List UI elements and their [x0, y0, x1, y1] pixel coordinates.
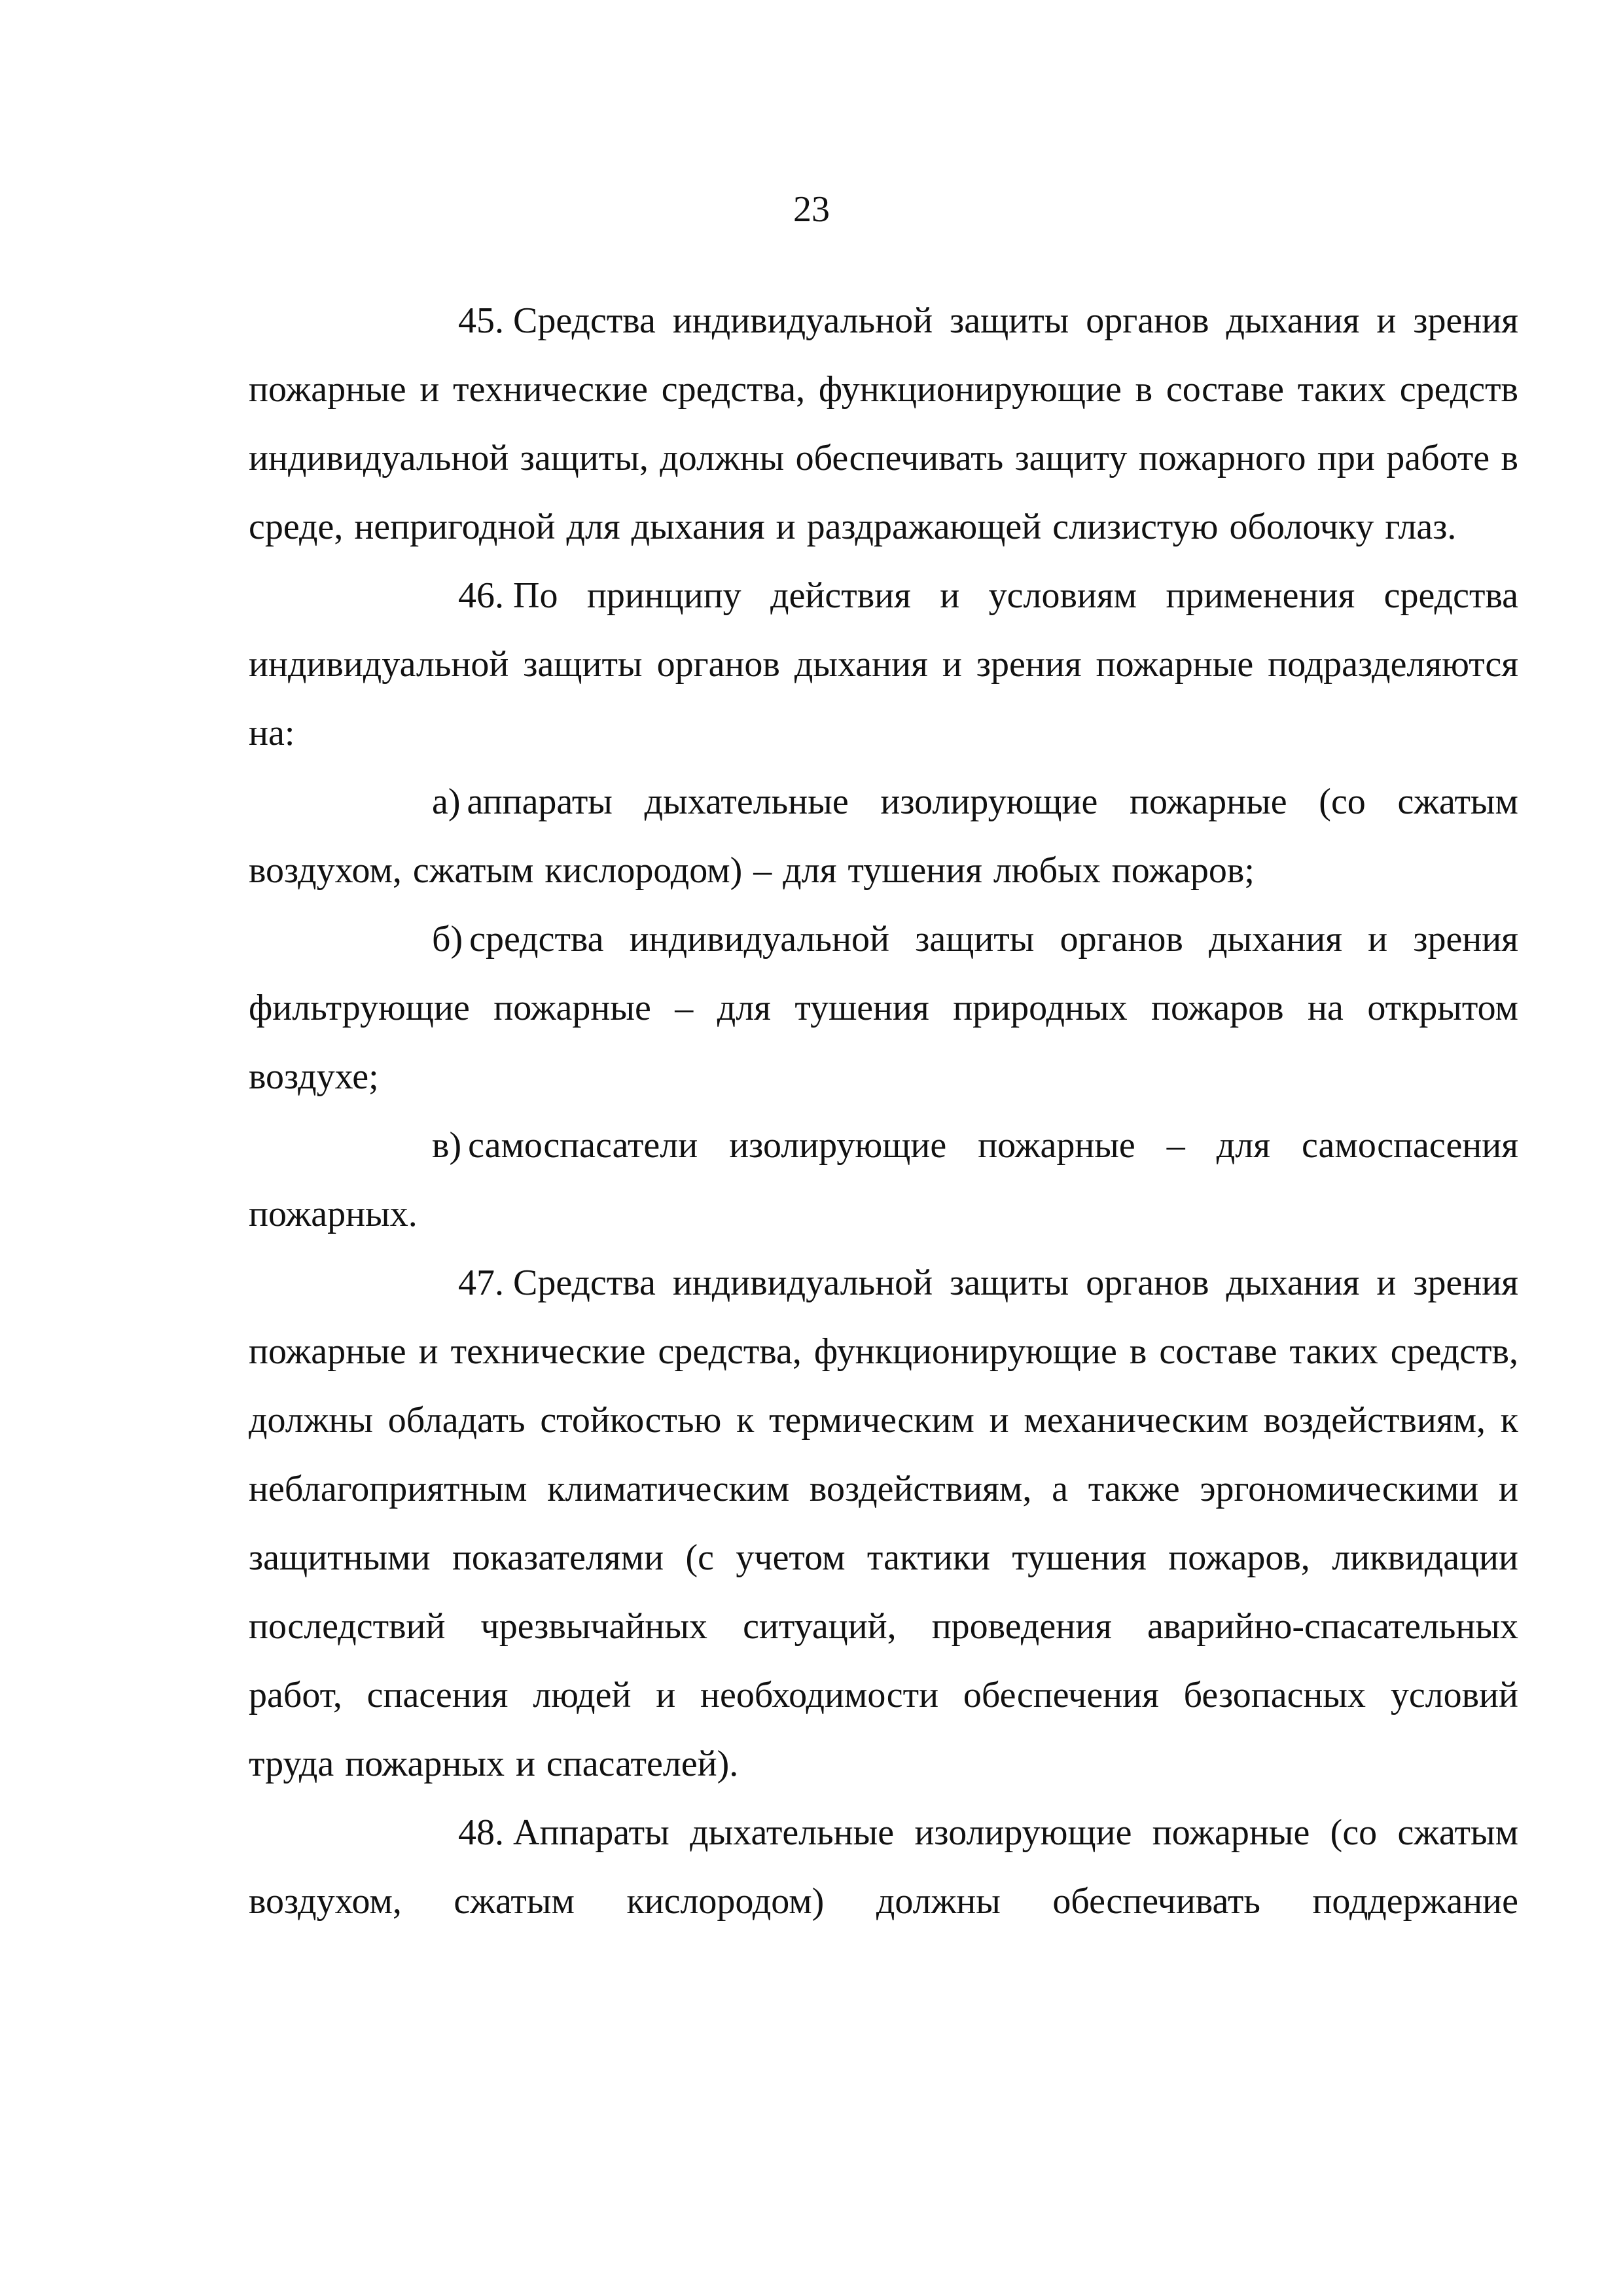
- paragraph-number: 48.: [458, 1812, 504, 1853]
- list-item-a: [249, 768, 1518, 905]
- paragraph-48: [249, 1799, 1518, 1936]
- list-item-text: самоспасатели изолирующие пожарные – для самоспасения пожарных.: [249, 1125, 1518, 1234]
- page-number: 23: [793, 189, 830, 230]
- paragraph-45: [249, 287, 1518, 562]
- list-item-marker: в): [432, 1125, 462, 1166]
- list-item-text: средства индивидуальной защиты органов дыхания и зрения фильтрующие пожарные – для тушения природных пожаров на открытом воздухе;: [249, 919, 1518, 1097]
- paragraph-text: Средства индивидуальной защиты органов дыхания и зрения пожарные и технические средства, функционирующие в составе таких средств, должны обладать стойкостью к термическим и механическим воздействиям, к неблагоприятным климатическим воздействиям, а также эргономическими и защитными показателями (с учетом тактики тушения пожаров, ликвидации последствий чрезвычайных ситуаций, проведения аварийно-спасательных работ, спасения людей и необходимости обеспечения безопасных условий труда пожарных и спасателей).: [249, 1263, 1518, 1784]
- list-item-marker: а): [432, 781, 461, 822]
- paragraph-number: 45.: [458, 300, 504, 341]
- document-body: [249, 287, 1518, 1936]
- paragraph-number: 47.: [458, 1263, 504, 1303]
- paragraph-number: 46.: [458, 575, 504, 616]
- paragraph-text: Аппараты дыхательные изолирующие пожарные (со сжатым воздухом, сжатым кислородом) должны обеспечивать поддержание: [249, 1812, 1518, 1922]
- list-item-v: [249, 1111, 1518, 1249]
- list-item-marker: б): [432, 919, 463, 960]
- list-item-b: [249, 905, 1518, 1111]
- paragraph-46: [249, 562, 1518, 768]
- paragraph-text: По принципу действия и условиям применения средства индивидуальной защиты органов дыхания и зрения пожарные подразделяются на:: [249, 575, 1518, 753]
- list-item-text: аппараты дыхательные изолирующие пожарные (со сжатым воздухом, сжатым кислородом) – для тушения любых пожаров;: [249, 781, 1518, 891]
- paragraph-47: [249, 1249, 1518, 1799]
- paragraph-text: Средства индивидуальной защиты органов дыхания и зрения пожарные и технические средства, функционирующие в составе таких средств индивидуальной защиты, должны обеспечивать защиту пожарного при работе в среде, непригодной для дыхания и раздражающей слизистую оболочку глаз.: [249, 300, 1518, 547]
